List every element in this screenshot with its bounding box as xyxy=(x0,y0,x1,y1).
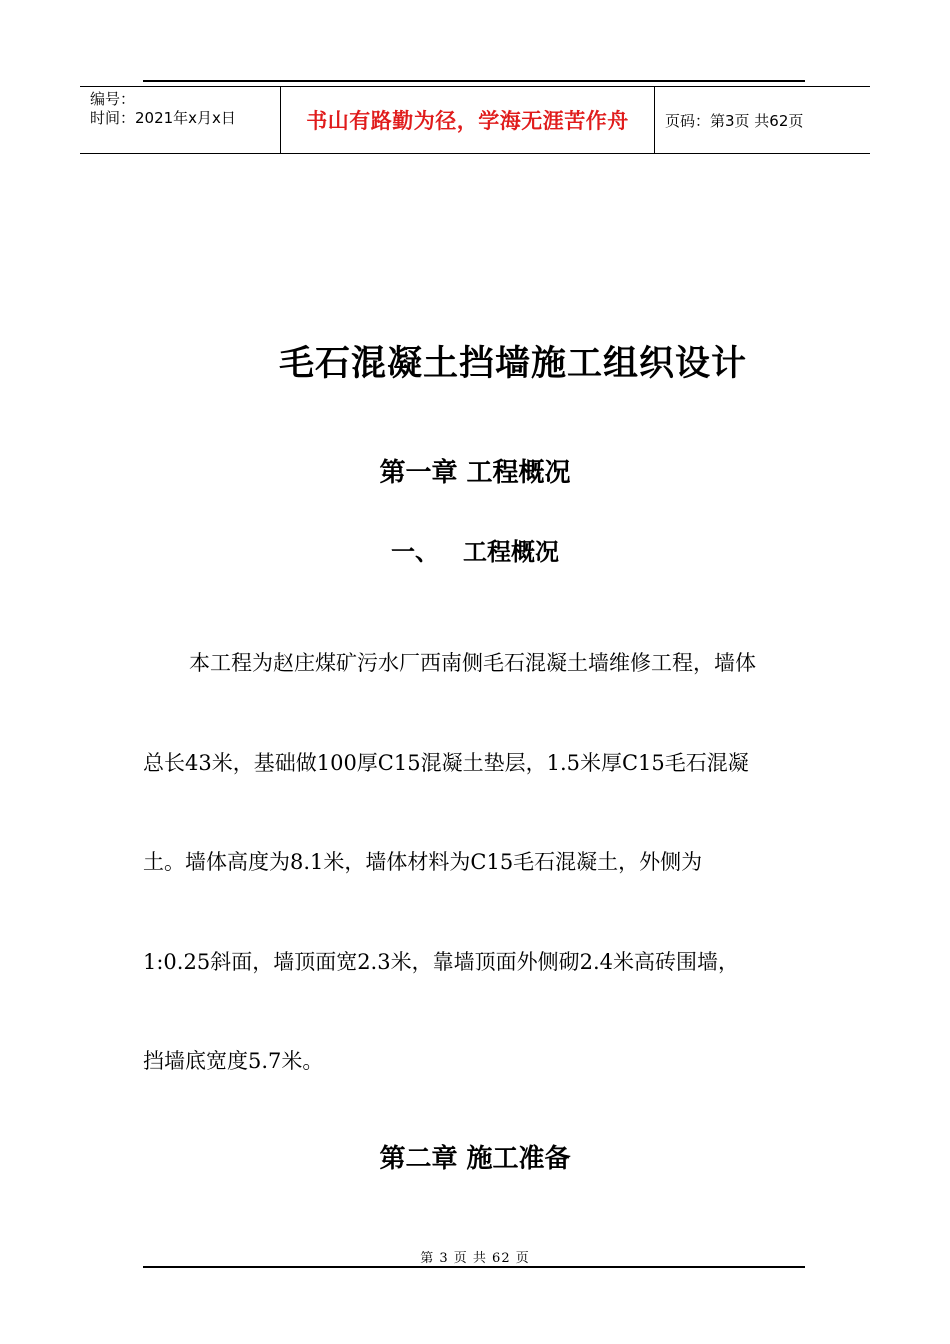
footer-rule xyxy=(143,1266,805,1268)
document-number-label: 编号： xyxy=(90,90,136,108)
document-title: 毛石混凝土挡墙施工组织设计 xyxy=(278,343,747,384)
body-line: 1:0.25斜面，墙顶面宽2.3米，靠墙顶面外侧砌2.4米高砖围墙， xyxy=(143,950,739,974)
section-number: 一、 xyxy=(391,538,439,566)
header-page-cell xyxy=(655,87,870,153)
body-line: 挡墙底宽度5.7米。 xyxy=(143,1049,324,1073)
header-page-info: 页码：第3页 共62页 xyxy=(665,111,804,130)
header-meta-cell xyxy=(80,87,281,153)
section-heading xyxy=(0,532,950,567)
header-top-rule xyxy=(143,80,805,82)
footer-page-number: 第 3 页 共 62 页 xyxy=(420,1251,530,1266)
chapter-heading: 第二章 施工准备 xyxy=(379,1144,571,1174)
body-line: 总长43米，基础做100厚C15混凝土垫层，1.5米厚C15毛石混凝 xyxy=(143,751,749,775)
body-line: 本工程为赵庄煤矿污水厂西南侧毛石混凝土墙维修工程，墙体 xyxy=(189,651,756,675)
header-motto: 书山有路勤为径，学海无涯苦作舟 xyxy=(306,109,629,133)
header-table xyxy=(80,86,870,154)
header-motto-cell xyxy=(281,87,655,153)
body-line: 土。墙体高度为8.1米，墙体材料为C15毛石混凝土，外侧为 xyxy=(143,850,703,874)
document-time-label: 时间：2021年x月x日 xyxy=(90,109,236,127)
section-title: 工程概况 xyxy=(463,538,559,566)
chapter-heading: 第一章 工程概况 xyxy=(379,458,571,488)
